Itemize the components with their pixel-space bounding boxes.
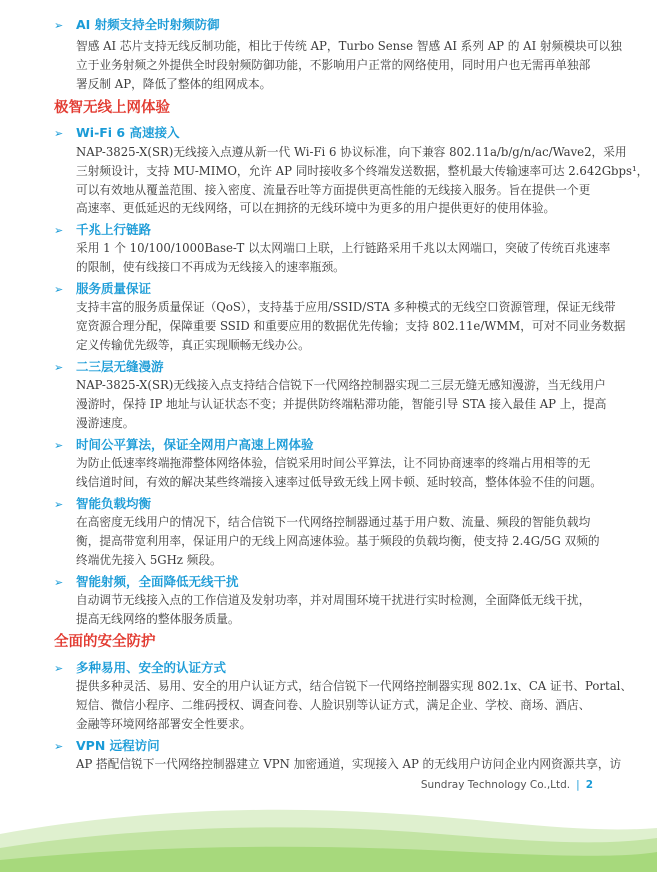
- subheading-text: 多种易用、安全的认证方式: [76, 660, 227, 675]
- paragraph: [76, 37, 622, 93]
- paragraph-line: AP 搭配信锐下一代网络控制器建立 VPN 加密通道，实现接入 AP 的无线用户访问企业内网资源共享，访: [76, 757, 622, 771]
- arrow-bullet-icon: ➢: [54, 740, 64, 753]
- footer-company: Sundray Technology Co.,Ltd.: [420, 779, 571, 791]
- subheading: [54, 496, 151, 513]
- subheading: [54, 359, 164, 376]
- subheading: [54, 660, 226, 677]
- footer-wave-decoration: [0, 790, 657, 872]
- paragraph: [76, 143, 649, 218]
- paragraph-line: 立于业务射频之外提供全时段射频防御功能，不影响用户正常的网络使用，同时用户也无需再单独部: [76, 57, 591, 72]
- paragraph-line: 为防止低速率终端拖滞整体网络体验，信锐采用时间公平算法，让不同协商速率的终端占用相等的无: [76, 456, 591, 470]
- paragraph-line: 三射频设计，支持 MU-MIMO，允许 AP 同时接收多个终端发送数据，整机最大传输速率可达 2.642Gbps¹，: [76, 163, 649, 178]
- arrow-bullet-icon: ➢: [54, 224, 64, 237]
- subheading-text: 二三层无缝漫游: [76, 359, 164, 374]
- paragraph-line: 漫游时，保持 IP 地址与认证状态不变；并提供防终端粘滞功能，智能引导 STA 接入最佳 AP 上，提高: [76, 396, 607, 411]
- subheading: [54, 17, 220, 34]
- paragraph-line: NAP-3825-X(SR)无线接入点遵从新一代 Wi-Fi 6 协议标准，向下兼容 802.11a/b/g/n/ac/Wave2，采用: [76, 145, 627, 159]
- paragraph: [76, 755, 622, 774]
- arrow-bullet-icon: ➢: [54, 283, 64, 296]
- paragraph-line: 提供多种灵活、易用、安全的用户认证方式，结合信锐下一代网络控制器实现 802.1x、CA 证书、Portal、: [76, 679, 633, 693]
- subheading-text: 千兆上行链路: [76, 222, 152, 237]
- arrow-bullet-icon: ➢: [54, 576, 64, 589]
- subheading: [54, 281, 151, 298]
- section-heading: 极智无线上网体验: [54, 100, 170, 116]
- subheading: [54, 738, 160, 755]
- subheading-text: 服务质量保证: [76, 281, 152, 296]
- arrow-bullet-icon: ➢: [54, 439, 64, 452]
- subheading-text: 智能负载均衡: [76, 496, 152, 511]
- paragraph-line: 定义传输优先级等，真正实现顺畅无线办公。: [76, 337, 310, 352]
- paragraph: [76, 513, 600, 569]
- paragraph: [76, 376, 607, 432]
- arrow-bullet-icon: ➢: [54, 127, 64, 140]
- paragraph-line: 可以有效地从覆盖范围、接入密度、流量吞吐等方面提供更高性能的无线接入服务。旨在提供一个更: [76, 182, 591, 197]
- paragraph-line: 智感 AI 芯片支持无线反制功能，相比于传统 AP，Turbo Sense 智感 AI 系列 AP 的 AI 射频模块可以独: [76, 39, 622, 53]
- paragraph: [76, 677, 633, 733]
- paragraph-line: 高速率、更低延迟的无线网络，可以在拥挤的无线环境中为更多的用户提供更好的使用体验。: [76, 201, 556, 216]
- paragraph-line: 自动调节无线接入点的工作信道及发射功率，并对周围环境干扰进行实时检测，全面降低无线干扰，: [76, 593, 591, 607]
- paragraph-line: 金融等环境网络部署安全性要求。: [76, 716, 252, 731]
- paragraph-line: 采用 1 个 10/100/1000Base-T 以太网端口上联，上行链路采用千兆以太网端口，突破了传统百兆速率: [76, 241, 611, 255]
- subheading: [54, 574, 239, 591]
- arrow-bullet-icon: ➢: [54, 361, 64, 374]
- subheading-text: 时间公平算法，保证全网用户高速上网体验: [76, 437, 314, 452]
- paragraph-line: 的限制，使有线接口不再成为无线接入的速率瓶颈。: [76, 259, 345, 274]
- arrow-bullet-icon: ➢: [54, 498, 64, 511]
- paragraph: [76, 298, 626, 354]
- page-number: 2: [585, 779, 593, 791]
- paragraph-line: 漫游速度。: [76, 415, 135, 430]
- paragraph-line: 线信道时间，有效的解决某些终端接入速率过低导致无线上网卡顿、延时较高，整体体验不佳的问题。: [76, 474, 602, 489]
- subheading: [54, 437, 314, 454]
- paragraph-line: 支持丰富的服务质量保证（QoS），支持基于应用/SSID/STA 多种模式的无线空口资源管理，保证无线带: [76, 300, 616, 314]
- arrow-bullet-icon: ➢: [54, 662, 64, 675]
- paragraph-line: 署反制 AP，降低了整体的组网成本。: [76, 76, 272, 91]
- subheading: [54, 125, 180, 142]
- subheading-text: AI 射频支持全时射频防御: [76, 17, 220, 32]
- paragraph-line: 宽资源合理分配，保障重要 SSID 和重要应用的数据优先传输；支持 802.11e/WMM，可对不同业务数据: [76, 318, 626, 333]
- paragraph: [76, 454, 602, 492]
- paragraph-line: 短信、微信小程序、二维码授权、调查问卷、人脸识别等认证方式，满足企业、学校、商场、酒店、: [76, 697, 591, 712]
- paragraph-line: 终端优先接入 5GHz 频段。: [76, 552, 222, 567]
- paragraph-line: 提高无线网络的整体服务质量。: [76, 611, 240, 626]
- paragraph: [76, 239, 611, 277]
- arrow-bullet-icon: ➢: [54, 19, 64, 32]
- paragraph: [76, 591, 596, 629]
- footer-separator: |: [576, 779, 580, 791]
- paragraph-line: NAP-3825-X(SR)无线接入点支持结合信锐下一代网络控制器实现二三层无缝无感知漫游，当无线用户: [76, 378, 606, 392]
- subheading-text: VPN 远程访问: [76, 738, 160, 753]
- paragraph-line: 衡，提高带宽利用率，保证用户的无线上网高速体验。基于频段的负载均衡，使支持 2.4G/5G 双频的: [76, 533, 600, 548]
- subheading: [54, 222, 151, 239]
- subheading-text: Wi-Fi 6 高速接入: [76, 125, 180, 140]
- section-heading: 全面的安全防护: [54, 634, 156, 650]
- subheading-text: 智能射频，全面降低无线干扰: [76, 574, 239, 589]
- paragraph-line: 在高密度无线用户的情况下，结合信锐下一代网络控制器通过基于用户数、流量、频段的智能负载均: [76, 515, 591, 529]
